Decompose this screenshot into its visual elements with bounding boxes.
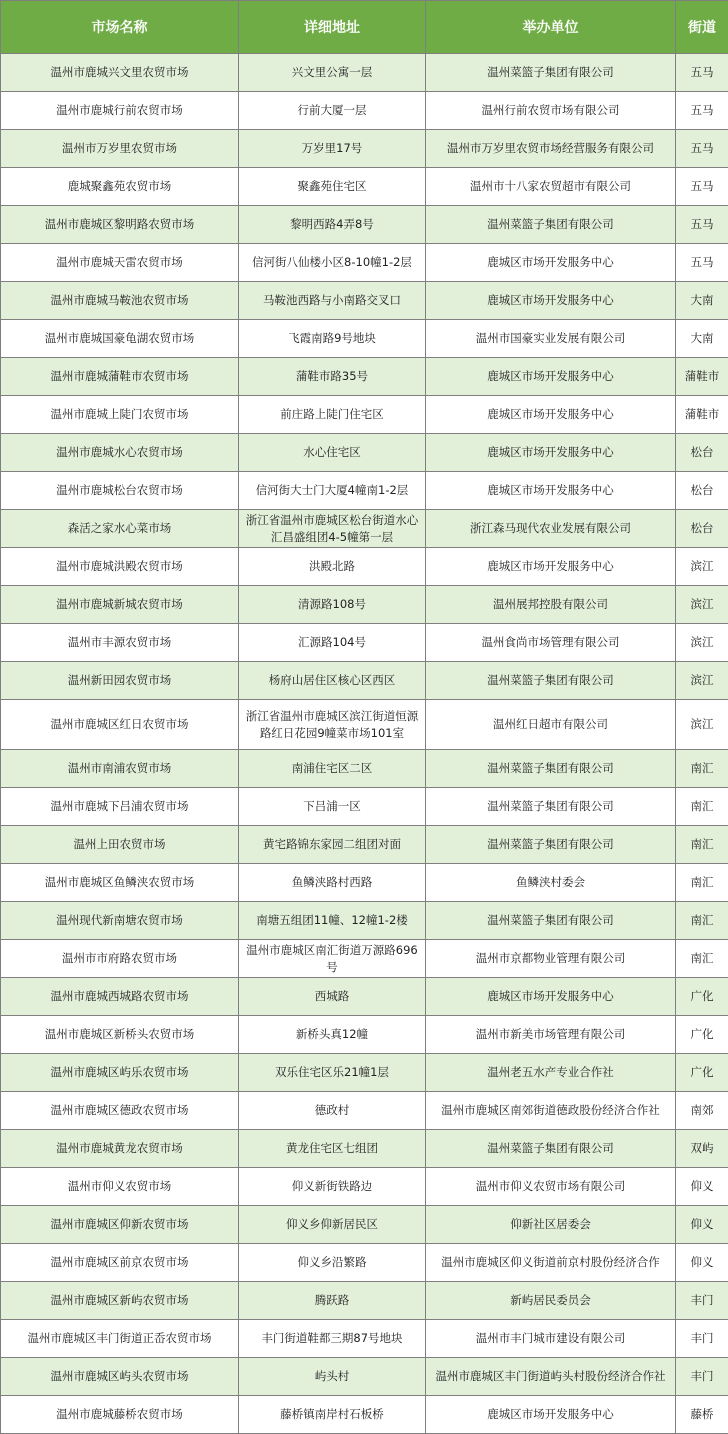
organizer-cell: 温州菜篮子集团有限公司 xyxy=(426,902,676,940)
street-cell: 滨江 xyxy=(676,700,728,750)
organizer-cell: 温州市鹿城区仰义街道前京村股份经济合作 xyxy=(426,1244,676,1282)
organizer-cell: 鹿城区市场开发服务中心 xyxy=(426,396,676,434)
street-cell: 藤桥 xyxy=(676,1396,728,1434)
address-cell: 聚鑫苑住宅区 xyxy=(239,168,426,206)
market-name-cell: 温州市鹿城西城路农贸市场 xyxy=(1,978,239,1016)
street-cell: 仰义 xyxy=(676,1206,728,1244)
street-cell: 仰义 xyxy=(676,1244,728,1282)
market-name-cell: 温州现代新南塘农贸市场 xyxy=(1,902,239,940)
organizer-cell: 温州食尚市场管理有限公司 xyxy=(426,624,676,662)
organizer-cell: 鹿城区市场开发服务中心 xyxy=(426,282,676,320)
street-cell: 广化 xyxy=(676,978,728,1016)
address-cell: 西城路 xyxy=(239,978,426,1016)
organizer-cell: 温州市鹿城区南郊街道德政股份经济合作社 xyxy=(426,1092,676,1130)
address-cell: 黄宅路锦东家园二组团对面 xyxy=(239,826,426,864)
address-cell: 仰义乡仰新居民区 xyxy=(239,1206,426,1244)
table-row xyxy=(1,1320,728,1358)
table-row xyxy=(1,168,728,206)
market-name-cell: 温州市鹿城下吕浦农贸市场 xyxy=(1,788,239,826)
address-cell: 行前大厦一层 xyxy=(239,92,426,130)
street-cell: 五马 xyxy=(676,244,728,282)
table-row xyxy=(1,130,728,168)
table-row xyxy=(1,396,728,434)
table-row xyxy=(1,1206,728,1244)
market-name-cell: 温州市鹿城洪殿农贸市场 xyxy=(1,548,239,586)
street-cell: 滨江 xyxy=(676,586,728,624)
address-cell: 汇源路104号 xyxy=(239,624,426,662)
address-cell: 兴文里公寓一层 xyxy=(239,54,426,92)
address-cell: 黄龙住宅区七组团 xyxy=(239,1130,426,1168)
organizer-cell: 鹿城区市场开发服务中心 xyxy=(426,548,676,586)
address-cell: 浙江省温州市鹿城区滨江街道恒源路红日花园9幢菜市场101室 xyxy=(239,700,426,750)
street-cell: 滨江 xyxy=(676,624,728,662)
header-street: 街道 xyxy=(676,1,728,54)
organizer-cell: 温州菜篮子集团有限公司 xyxy=(426,662,676,700)
street-cell: 五马 xyxy=(676,54,728,92)
table-row xyxy=(1,1016,728,1054)
market-name-cell: 温州市鹿城马鞍池农贸市场 xyxy=(1,282,239,320)
organizer-cell: 温州菜篮子集团有限公司 xyxy=(426,788,676,826)
organizer-cell: 温州菜篮子集团有限公司 xyxy=(426,54,676,92)
address-cell: 腾跃路 xyxy=(239,1282,426,1320)
address-cell: 前庄路上陡门住宅区 xyxy=(239,396,426,434)
organizer-cell: 温州菜篮子集团有限公司 xyxy=(426,206,676,244)
street-cell: 仰义 xyxy=(676,1168,728,1206)
address-cell: 鱼鳞浃路村西路 xyxy=(239,864,426,902)
table-row xyxy=(1,510,728,548)
street-cell: 南汇 xyxy=(676,788,728,826)
organizer-cell: 温州菜篮子集团有限公司 xyxy=(426,826,676,864)
table-row xyxy=(1,662,728,700)
market-name-cell: 温州市鹿城区黎明路农贸市场 xyxy=(1,206,239,244)
street-cell: 大南 xyxy=(676,282,728,320)
table-row xyxy=(1,282,728,320)
market-name-cell: 温州市南浦农贸市场 xyxy=(1,750,239,788)
table-row xyxy=(1,902,728,940)
organizer-cell: 温州市万岁里农贸市场经营服务有限公司 xyxy=(426,130,676,168)
market-name-cell: 温州市鹿城松台农贸市场 xyxy=(1,472,239,510)
street-cell: 滨江 xyxy=(676,662,728,700)
market-name-cell: 温州市鹿城行前农贸市场 xyxy=(1,92,239,130)
table-row xyxy=(1,1130,728,1168)
table-row xyxy=(1,750,728,788)
organizer-cell: 浙江森马现代农业发展有限公司 xyxy=(426,510,676,548)
address-cell: 杨府山居住区核心区西区 xyxy=(239,662,426,700)
organizer-cell: 鹿城区市场开发服务中心 xyxy=(426,434,676,472)
street-cell: 广化 xyxy=(676,1016,728,1054)
table-row xyxy=(1,1396,728,1434)
header-address: 详细地址 xyxy=(239,1,426,54)
market-name-cell: 温州市市府路农贸市场 xyxy=(1,940,239,978)
address-cell: 下吕浦一区 xyxy=(239,788,426,826)
table-row xyxy=(1,1092,728,1130)
address-cell: 仰义乡沿繁路 xyxy=(239,1244,426,1282)
street-cell: 五马 xyxy=(676,206,728,244)
table-row xyxy=(1,472,728,510)
table-row xyxy=(1,826,728,864)
market-name-cell: 温州市鹿城区仰新农贸市场 xyxy=(1,1206,239,1244)
organizer-cell: 温州市仰义农贸市场有限公司 xyxy=(426,1168,676,1206)
market-name-cell: 温州市鹿城区前京农贸市场 xyxy=(1,1244,239,1282)
organizer-cell: 温州菜篮子集团有限公司 xyxy=(426,1130,676,1168)
street-cell: 丰门 xyxy=(676,1358,728,1396)
table-row xyxy=(1,978,728,1016)
organizer-cell: 温州市丰门城市建设有限公司 xyxy=(426,1320,676,1358)
table-row xyxy=(1,92,728,130)
table-row xyxy=(1,54,728,92)
street-cell: 南汇 xyxy=(676,940,728,978)
street-cell: 南郊 xyxy=(676,1092,728,1130)
organizer-cell: 鹿城区市场开发服务中心 xyxy=(426,358,676,396)
market-name-cell: 温州市鹿城区新桥头农贸市场 xyxy=(1,1016,239,1054)
table-row xyxy=(1,1168,728,1206)
address-cell: 浙江省温州市鹿城区松台街道水心汇昌盛组团4-5幢第一层 xyxy=(239,510,426,548)
market-name-cell: 温州市鹿城黄龙农贸市场 xyxy=(1,1130,239,1168)
street-cell: 丰门 xyxy=(676,1320,728,1358)
market-name-cell: 温州市鹿城天雷农贸市场 xyxy=(1,244,239,282)
table-row xyxy=(1,206,728,244)
market-name-cell: 温州市鹿城区屿乐农贸市场 xyxy=(1,1054,239,1092)
organizer-cell: 鹿城区市场开发服务中心 xyxy=(426,472,676,510)
organizer-cell: 温州老五水产专业合作社 xyxy=(426,1054,676,1092)
table-row xyxy=(1,1358,728,1396)
street-cell: 南汇 xyxy=(676,902,728,940)
organizer-cell: 鹿城区市场开发服务中心 xyxy=(426,244,676,282)
address-cell: 信河街八仙楼小区8-10幢1-2层 xyxy=(239,244,426,282)
market-name-cell: 温州市仰义农贸市场 xyxy=(1,1168,239,1206)
market-name-cell: 温州市万岁里农贸市场 xyxy=(1,130,239,168)
table-row xyxy=(1,788,728,826)
organizer-cell: 仰新社区居委会 xyxy=(426,1206,676,1244)
market-name-cell: 温州上田农贸市场 xyxy=(1,826,239,864)
organizer-cell: 鹿城区市场开发服务中心 xyxy=(426,978,676,1016)
table-row xyxy=(1,940,728,978)
street-cell: 南汇 xyxy=(676,864,728,902)
street-cell: 滨江 xyxy=(676,548,728,586)
street-cell: 五马 xyxy=(676,168,728,206)
address-cell: 黎明西路4弄8号 xyxy=(239,206,426,244)
address-cell: 蒲鞋市路35号 xyxy=(239,358,426,396)
table-body xyxy=(1,54,728,1434)
organizer-cell: 温州市新美市场管理有限公司 xyxy=(426,1016,676,1054)
header-market-name: 市场名称 xyxy=(1,1,239,54)
table-row xyxy=(1,1282,728,1320)
market-name-cell: 温州市鹿城区鱼鳞浃农贸市场 xyxy=(1,864,239,902)
address-cell: 温州市鹿城区南汇街道万源路696号 xyxy=(239,940,426,978)
organizer-cell: 温州展邦控股有限公司 xyxy=(426,586,676,624)
market-name-cell: 温州新田园农贸市场 xyxy=(1,662,239,700)
organizer-cell: 温州市鹿城区丰门街道屿头村股份经济合作社 xyxy=(426,1358,676,1396)
market-name-cell: 温州市鹿城区屿头农贸市场 xyxy=(1,1358,239,1396)
address-cell: 水心住宅区 xyxy=(239,434,426,472)
street-cell: 南汇 xyxy=(676,826,728,864)
organizer-cell: 温州市十八家农贸超市有限公司 xyxy=(426,168,676,206)
address-cell: 南浦住宅区二区 xyxy=(239,750,426,788)
street-cell: 丰门 xyxy=(676,1282,728,1320)
address-cell: 丰门街道鞋都三期87号地块 xyxy=(239,1320,426,1358)
market-name-cell: 温州市鹿城藤桥农贸市场 xyxy=(1,1396,239,1434)
street-cell: 双屿 xyxy=(676,1130,728,1168)
market-name-cell: 温州市鹿城蒲鞋市农贸市场 xyxy=(1,358,239,396)
street-cell: 广化 xyxy=(676,1054,728,1092)
address-cell: 新桥头真12幢 xyxy=(239,1016,426,1054)
market-name-cell: 温州市鹿城上陡门农贸市场 xyxy=(1,396,239,434)
table-row xyxy=(1,864,728,902)
table-row xyxy=(1,624,728,662)
market-name-cell: 温州市鹿城水心农贸市场 xyxy=(1,434,239,472)
table-row xyxy=(1,586,728,624)
street-cell: 五马 xyxy=(676,130,728,168)
address-cell: 信河街大士门大厦4幢南1-2层 xyxy=(239,472,426,510)
table-row xyxy=(1,358,728,396)
table-row xyxy=(1,244,728,282)
market-name-cell: 温州市鹿城区德政农贸市场 xyxy=(1,1092,239,1130)
market-name-cell: 鹿城聚鑫苑农贸市场 xyxy=(1,168,239,206)
address-cell: 藤桥镇南岸村石板桥 xyxy=(239,1396,426,1434)
organizer-cell: 温州行前农贸市场有限公司 xyxy=(426,92,676,130)
table-row xyxy=(1,700,728,750)
table-row xyxy=(1,548,728,586)
address-cell: 马鞍池西路与小南路交叉口 xyxy=(239,282,426,320)
street-cell: 松台 xyxy=(676,472,728,510)
table-row xyxy=(1,1054,728,1092)
market-name-cell: 温州市丰源农贸市场 xyxy=(1,624,239,662)
market-name-cell: 森活之家水心菜市场 xyxy=(1,510,239,548)
table-row xyxy=(1,434,728,472)
market-name-cell: 温州市鹿城兴文里农贸市场 xyxy=(1,54,239,92)
address-cell: 仰义新街铁路边 xyxy=(239,1168,426,1206)
address-cell: 南塘五组团11幢、12幢1-2楼 xyxy=(239,902,426,940)
organizer-cell: 鱼鳞浃村委会 xyxy=(426,864,676,902)
address-cell: 飞霞南路9号地块 xyxy=(239,320,426,358)
address-cell: 双乐住宅区乐21幢1层 xyxy=(239,1054,426,1092)
header-organizer: 举办单位 xyxy=(426,1,676,54)
street-cell: 五马 xyxy=(676,92,728,130)
street-cell: 蒲鞋市 xyxy=(676,396,728,434)
table-row xyxy=(1,1244,728,1282)
market-name-cell: 温州市鹿城区新屿农贸市场 xyxy=(1,1282,239,1320)
market-name-cell: 温州市鹿城区丰门街道正岙农贸市场 xyxy=(1,1320,239,1358)
street-cell: 松台 xyxy=(676,434,728,472)
street-cell: 蒲鞋市 xyxy=(676,358,728,396)
header-row xyxy=(1,1,728,54)
organizer-cell: 鹿城区市场开发服务中心 xyxy=(426,1396,676,1434)
table-row xyxy=(1,320,728,358)
address-cell: 洪殿北路 xyxy=(239,548,426,586)
organizer-cell: 温州市京都物业管理有限公司 xyxy=(426,940,676,978)
address-cell: 屿头村 xyxy=(239,1358,426,1396)
address-cell: 清源路108号 xyxy=(239,586,426,624)
street-cell: 南汇 xyxy=(676,750,728,788)
market-name-cell: 温州市鹿城国豪龟湖农贸市场 xyxy=(1,320,239,358)
market-name-cell: 温州市鹿城新城农贸市场 xyxy=(1,586,239,624)
address-cell: 德政村 xyxy=(239,1092,426,1130)
street-cell: 松台 xyxy=(676,510,728,548)
address-cell: 万岁里17号 xyxy=(239,130,426,168)
organizer-cell: 温州市国豪实业发展有限公司 xyxy=(426,320,676,358)
organizer-cell: 温州菜篮子集团有限公司 xyxy=(426,750,676,788)
street-cell: 大南 xyxy=(676,320,728,358)
organizer-cell: 温州红日超市有限公司 xyxy=(426,700,676,750)
market-name-cell: 温州市鹿城区红日农贸市场 xyxy=(1,700,239,750)
organizer-cell: 新屿居民委员会 xyxy=(426,1282,676,1320)
